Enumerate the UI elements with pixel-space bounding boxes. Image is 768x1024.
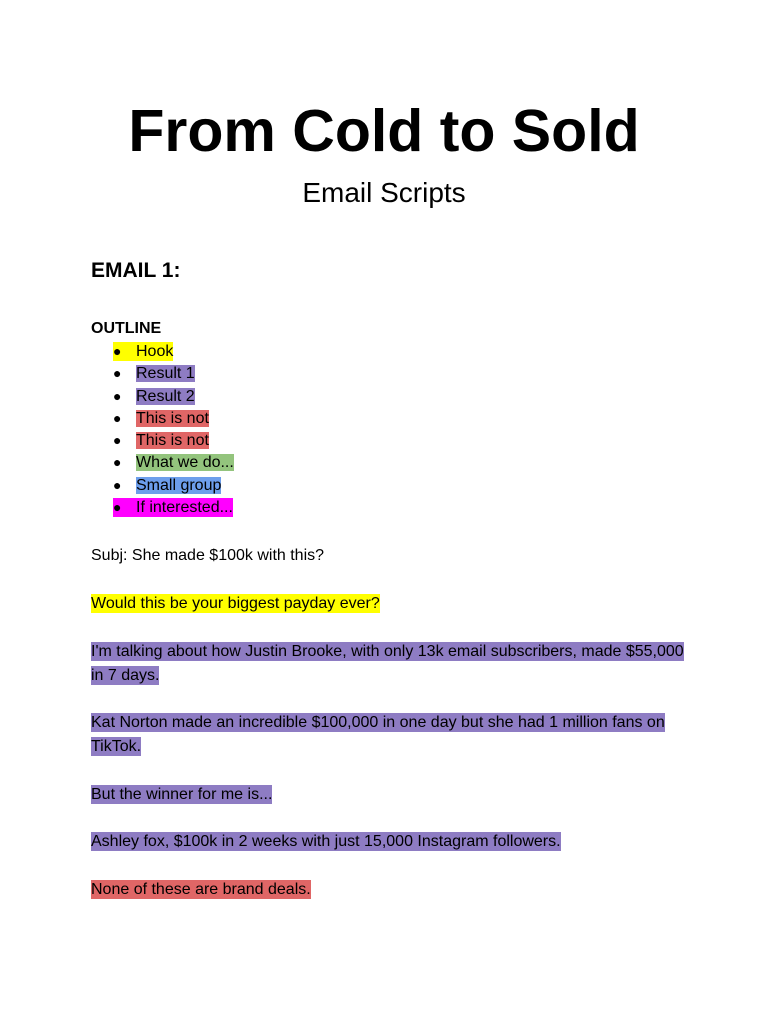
document-title: From Cold to Sold xyxy=(128,98,640,164)
bullet-icon: ● xyxy=(113,387,122,404)
email-subject-line xyxy=(91,544,691,568)
outline-highlight xyxy=(113,498,233,517)
email-heading: EMAIL 1: xyxy=(91,259,181,282)
paragraph-text: But the winner for me is... xyxy=(91,786,273,803)
email-paragraph xyxy=(91,783,691,807)
outline-item-label: What we do... xyxy=(136,454,234,472)
outline-item xyxy=(113,453,234,475)
paragraph-text: Ashley fox, $100k in 2 weeks with just 15,000 Instagram followers. xyxy=(91,833,561,850)
bullet-icon: ● xyxy=(113,454,122,471)
paragraph-text: Kat Norton made an incredible $100,000 in one day but she had 1 million fans on TikTok. xyxy=(91,714,665,755)
outline-item xyxy=(113,498,234,520)
outline-list xyxy=(113,342,234,520)
outline-item xyxy=(113,342,234,364)
outline-item xyxy=(113,364,234,386)
email-paragraph xyxy=(91,830,691,854)
email-paragraph xyxy=(91,711,691,758)
bullet-icon: ● xyxy=(113,409,122,426)
outline-item-label: If interested... xyxy=(136,499,233,517)
bullet-icon: ● xyxy=(113,365,122,382)
paragraph-text: I'm talking about how Justin Brooke, with only 13k email subscribers, made $55,000 in 7 days. xyxy=(91,643,684,684)
bullet-icon: ● xyxy=(113,499,122,516)
paragraph-text: Subj: She made $100k with this? xyxy=(91,547,325,564)
email-paragraph xyxy=(91,640,691,687)
bullet-icon: ● xyxy=(113,432,122,449)
document-subtitle: Email Scripts xyxy=(302,177,466,208)
email-paragraph xyxy=(91,592,691,616)
outline-item-label: Result 1 xyxy=(136,365,195,383)
outline-item xyxy=(113,476,234,498)
outline-item-label: This is not xyxy=(136,409,209,427)
outline-item-label: Hook xyxy=(136,343,174,360)
bullet-icon: ● xyxy=(113,343,122,359)
outline-item xyxy=(113,387,234,409)
outline-item-label: Result 2 xyxy=(136,387,195,405)
bullet-icon: ● xyxy=(113,476,122,493)
paragraph-text: Would this be your biggest payday ever? xyxy=(91,595,380,612)
email-paragraph xyxy=(91,878,691,902)
outline-item-label: This is not xyxy=(136,432,209,450)
outline-item-label: Small group xyxy=(136,476,222,494)
outline-highlight xyxy=(113,342,173,361)
paragraph-text: None of these are brand deals. xyxy=(91,881,311,898)
outline-item xyxy=(113,431,234,453)
outline-label: OUTLINE xyxy=(91,320,162,337)
outline-item xyxy=(113,409,234,431)
